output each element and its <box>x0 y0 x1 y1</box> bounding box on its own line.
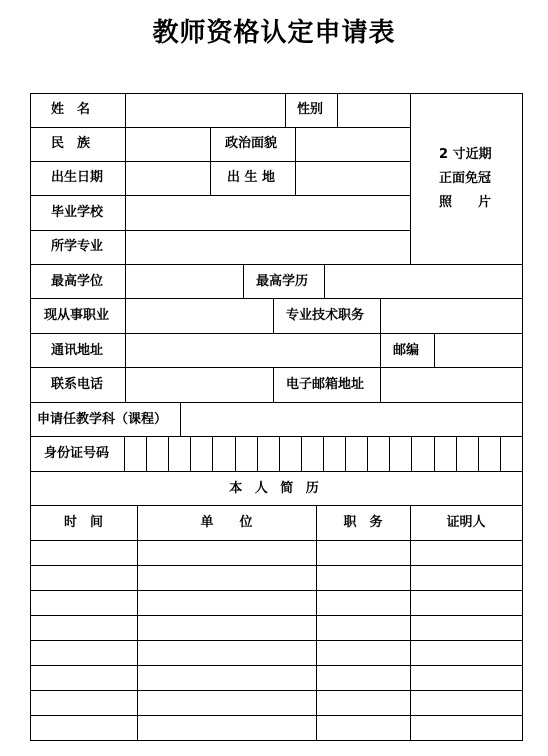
resume-col-time: 时 间 <box>63 515 103 530</box>
political-status-label: 政治面貌 <box>225 136 278 151</box>
page-title: 教师资格认定申请表 <box>152 18 396 48</box>
address-label: 通讯地址 <box>51 343 104 358</box>
id-number-label: 身份证号码 <box>44 446 110 461</box>
photo-caption-line3: 照 片 <box>439 195 492 210</box>
major-label: 所学专业 <box>51 239 104 254</box>
photo-caption-line1: 2 寸近期 <box>439 147 492 162</box>
resume-col-witness: 证明人 <box>446 515 486 530</box>
teaching-subject-label: 申请任教学科（课程） <box>37 412 168 427</box>
name-label: 姓 名 <box>51 102 91 117</box>
resume-col-organization: 单 位 <box>200 515 253 530</box>
highest-education-label: 最高学历 <box>256 274 309 289</box>
email-label: 电子邮箱地址 <box>286 377 365 392</box>
graduate-school-label: 毕业学校 <box>51 205 104 220</box>
resume-heading: 本 人 简 历 <box>229 481 323 496</box>
gender-label: 性别 <box>297 102 324 117</box>
birth-date-label: 出生日期 <box>51 170 104 185</box>
occupation-label: 现从事职业 <box>44 308 110 323</box>
ethnicity-label: 民 族 <box>51 136 91 151</box>
technical-title-label: 专业技术职务 <box>286 308 365 323</box>
resume-col-position: 职 务 <box>343 515 383 530</box>
phone-label: 联系电话 <box>51 377 104 392</box>
postcode-label: 邮编 <box>393 343 420 358</box>
birth-place-label: 出 生 地 <box>227 170 276 185</box>
photo-caption-line2: 正面免冠 <box>439 171 492 186</box>
highest-degree-label: 最高学位 <box>51 274 104 289</box>
